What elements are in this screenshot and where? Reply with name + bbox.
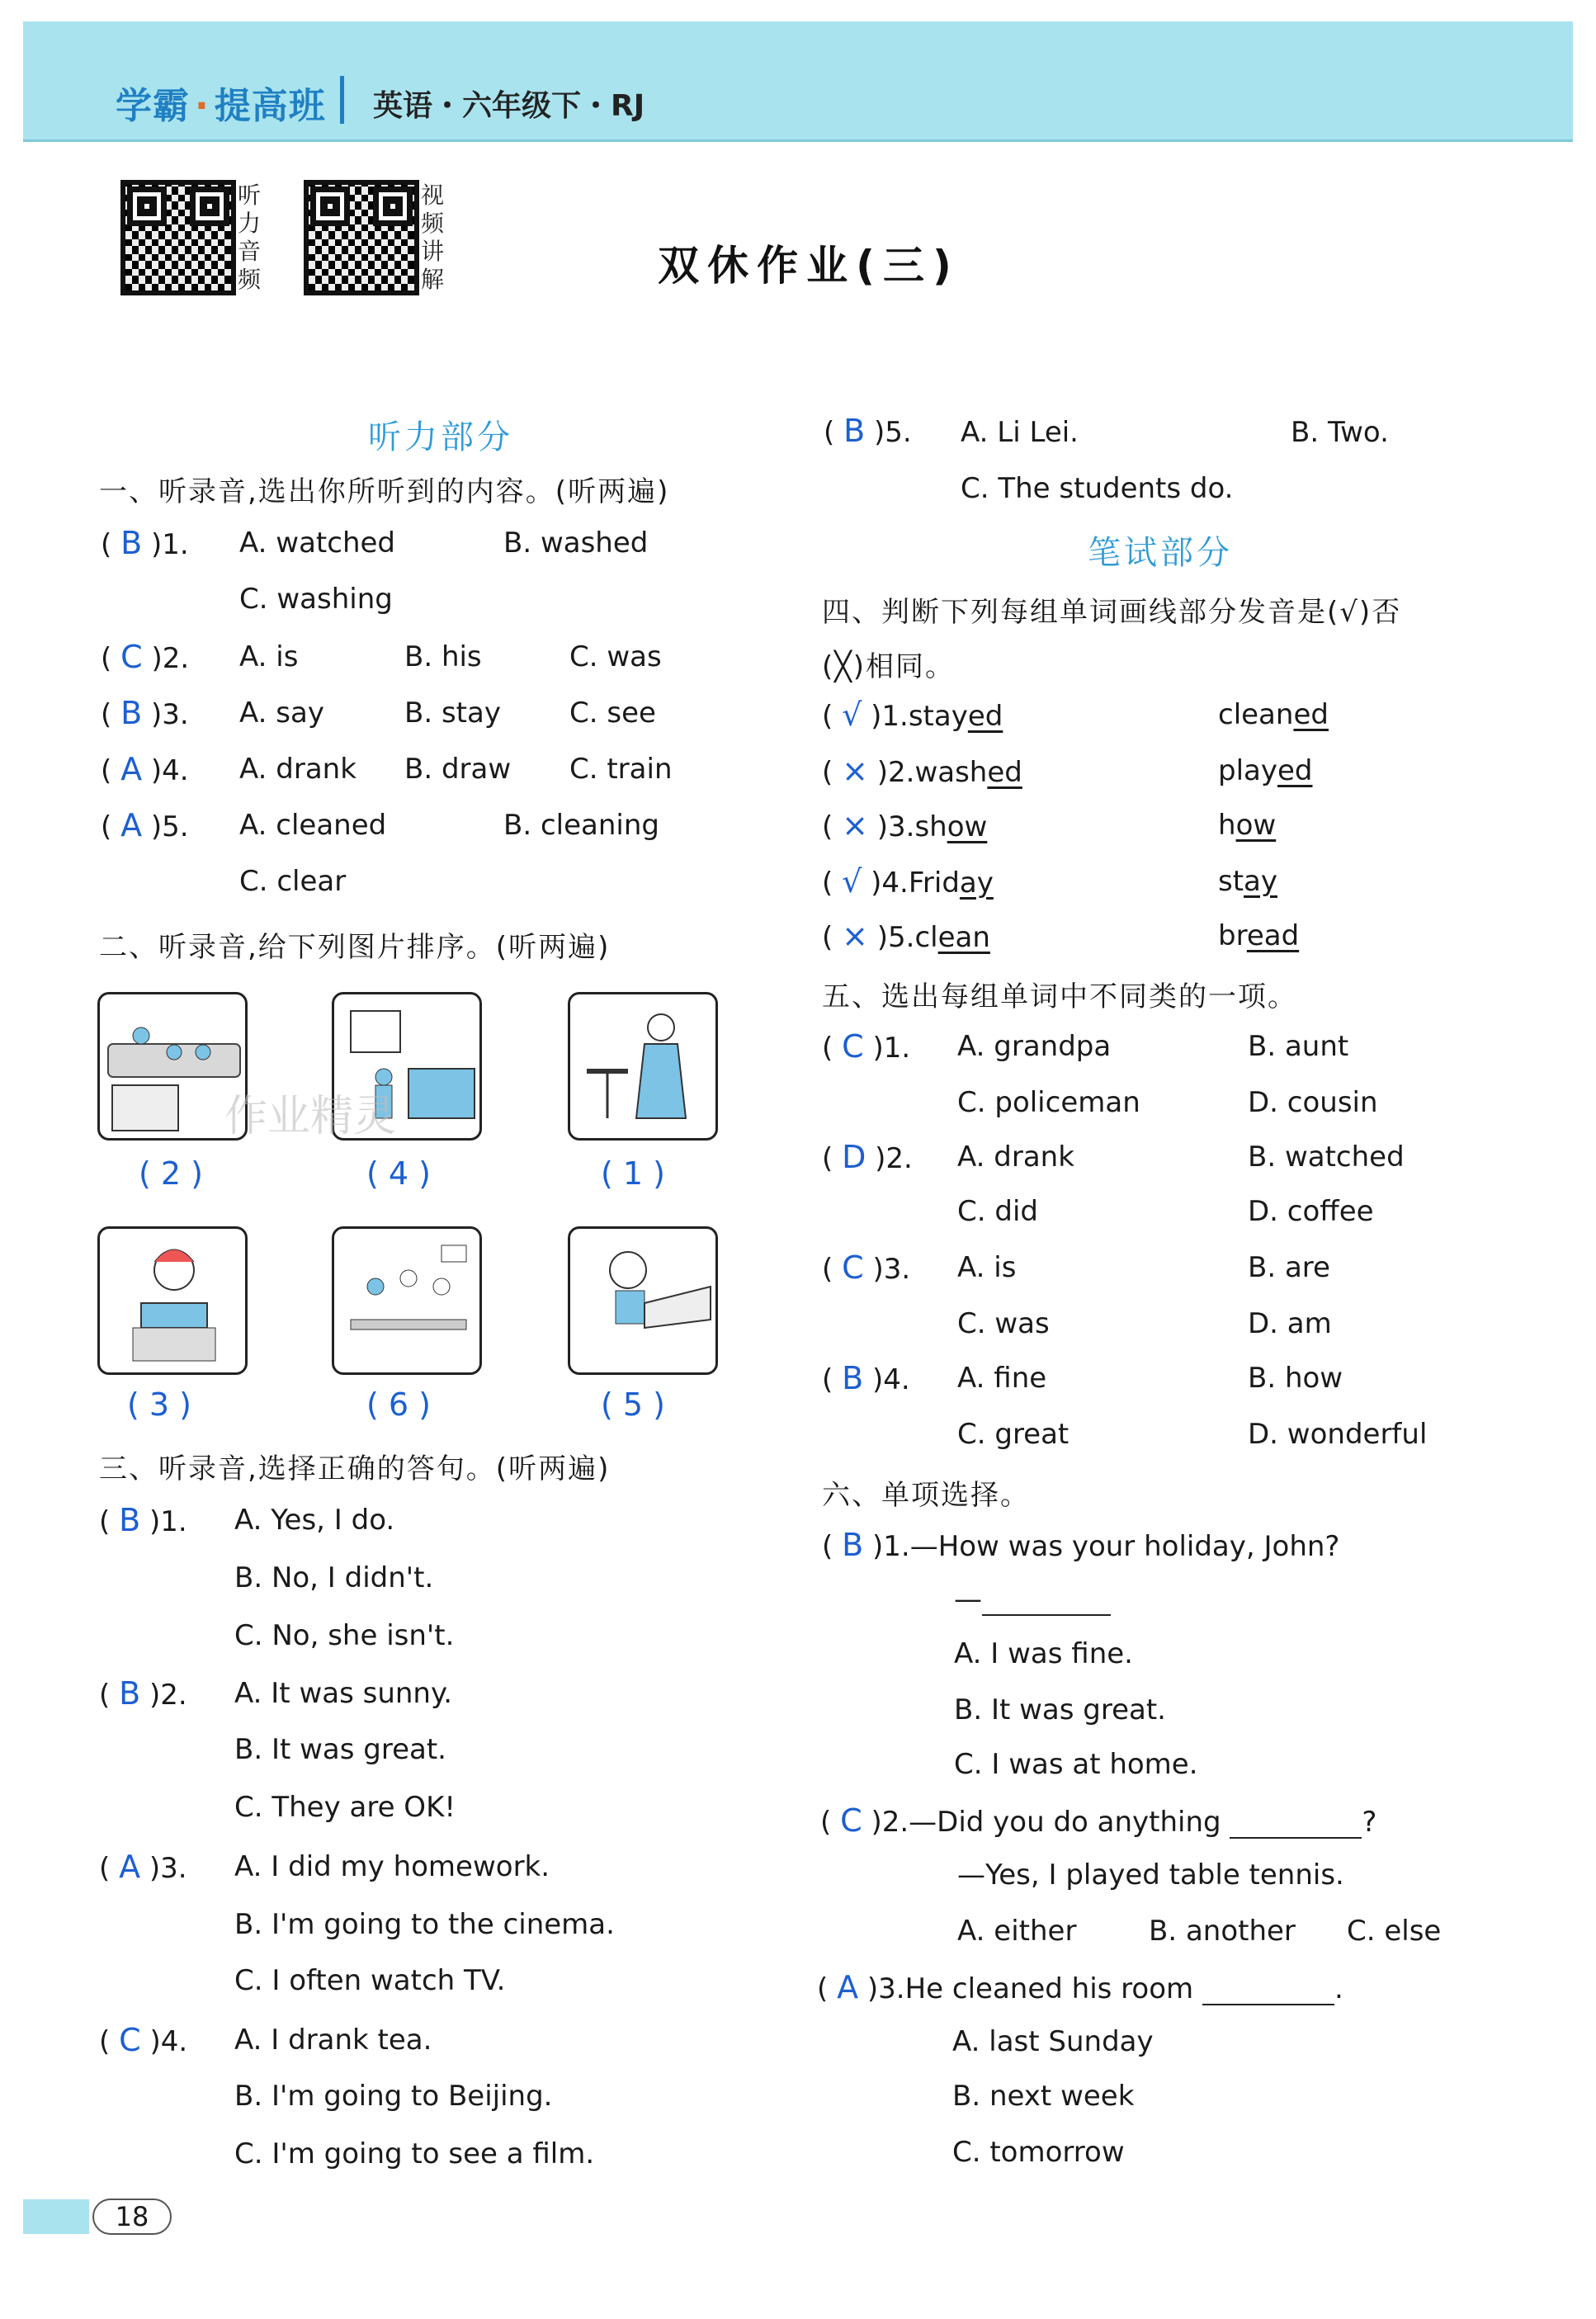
part1-item: ( A )4. [101, 751, 189, 787]
option-c: C. I'm going to see a film. [234, 2137, 595, 2170]
part6-item: ( C )2.—Did you do anything ? [820, 1802, 1377, 1839]
option-c: C. did [957, 1195, 1038, 1228]
option-c: C. I was at home. [954, 1748, 1198, 1781]
picture-woman-cooking [97, 1226, 248, 1375]
option-d: D. am [1248, 1307, 1332, 1340]
part6-instruction: 六、单项选择。 [822, 1479, 1030, 1512]
answer-line: — [954, 1583, 1111, 1616]
option-a: A. grandpa [957, 1030, 1112, 1063]
option-b: B. another [1149, 1915, 1296, 1948]
option-d: D. cousin [1248, 1086, 1378, 1119]
part6-item: ( B )1.—How was your holiday, John? [822, 1527, 1340, 1563]
option-b: B. I'm going to the cinema. [234, 1908, 615, 1941]
option-b: B. No, I didn't. [234, 1561, 434, 1594]
option-a: A. I was fine. [954, 1637, 1133, 1670]
option-c: C. policeman [957, 1086, 1140, 1119]
brand-name: 学霸 [116, 85, 190, 127]
picture-kitchen-family [332, 1226, 482, 1375]
qr-code-video[interactable] [304, 180, 419, 295]
option-a: A. either [957, 1915, 1077, 1948]
option-a: A. I drank tea. [234, 2024, 432, 2057]
option-c: C. They are OK! [234, 1791, 456, 1824]
answer: C [842, 1028, 864, 1065]
option-c: C. clear [239, 865, 347, 898]
part3-item: ( C )4. [99, 2022, 188, 2058]
part1-item: ( B )3. [101, 695, 189, 731]
page-tab [23, 2199, 89, 2234]
option-b: B. watched [1248, 1141, 1405, 1174]
part5-instruction: 五、选出每组单词中不同类的一项。 [822, 980, 1297, 1013]
option-d: D. wonderful [1248, 1418, 1428, 1451]
answer: × [842, 807, 868, 843]
option-a: A. say [239, 697, 324, 730]
part4-item: ( × )2.washed [822, 753, 1022, 789]
part4-instruction-line2: (╳)相同。 [822, 650, 955, 683]
compare-word: played [1218, 754, 1313, 787]
option-c: C. washing [239, 583, 393, 616]
answer: B [120, 525, 143, 561]
option-b: B. draw [404, 753, 512, 786]
option-a: A. drank [239, 753, 357, 786]
option-b: B. aunt [1248, 1030, 1349, 1063]
option-c: C. No, she isn't. [234, 1619, 455, 1652]
answer: B [119, 1502, 141, 1538]
compare-word: cleaned [1218, 698, 1329, 731]
option-b: B. Two. [1291, 416, 1389, 449]
part6-item: ( A )3.He cleaned his room . [817, 1969, 1343, 2005]
option-a: A. fine [957, 1362, 1047, 1395]
option-b: B. washed [503, 527, 649, 560]
page-title: 双休作业(三) [658, 242, 960, 290]
answer: C [840, 1802, 862, 1839]
answer: D [842, 1139, 866, 1175]
option-a: A. last Sunday [952, 2025, 1154, 2058]
option-a: A. watched [239, 527, 395, 560]
watermark: 作业精灵 [224, 1092, 397, 1141]
picture-girl-desk [568, 1226, 718, 1375]
option-d: D. coffee [1248, 1195, 1374, 1228]
picture-order-3: ( 1 ) [601, 1155, 665, 1192]
writing-heading: 笔试部分 [1088, 534, 1233, 572]
part5-item: ( C )3. [822, 1249, 911, 1286]
part5-item: ( D )2. [822, 1139, 913, 1175]
option-c: C. was [957, 1307, 1050, 1340]
part4-item: ( × )3.show [822, 807, 988, 843]
option-b: B. are [1248, 1251, 1330, 1284]
answer: √ [842, 863, 862, 900]
option-c: C. The students do. [961, 472, 1234, 505]
compare-word: stay [1218, 865, 1278, 898]
part1-item: ( A )5. [101, 807, 189, 843]
picture-order-4: ( 3 ) [127, 1386, 191, 1423]
option-b: B. how [1248, 1362, 1343, 1395]
option-b: B. stay [404, 697, 501, 730]
part2-instruction: 二、听录音,给下列图片排序。(听两遍) [99, 931, 611, 964]
part3-item: ( B )5. [824, 413, 912, 449]
option-c: C. train [569, 753, 673, 786]
answer: C [842, 1249, 864, 1286]
part4-instruction-line1: 四、判断下列每组单词画线部分发音是(√)否 [822, 596, 1402, 629]
reply-line: —Yes, I played table tennis. [957, 1859, 1344, 1892]
part1-item: ( B )1. [101, 525, 189, 561]
answer: B [842, 1360, 864, 1396]
qr-label-audio: 听力音频 [238, 182, 262, 293]
qr-label-video: 视频讲解 [421, 182, 445, 293]
option-b: B. cleaning [503, 809, 659, 842]
page-number: 18 [92, 2199, 172, 2235]
option-c: C. tomorrow [952, 2136, 1125, 2169]
part1-item: ( C )2. [101, 639, 190, 675]
answer: B [843, 413, 866, 449]
answer: C [120, 639, 143, 675]
option-b: B. It was great. [954, 1693, 1166, 1726]
picture-order-6: ( 5 ) [601, 1386, 665, 1423]
answer: B [842, 1527, 864, 1563]
option-b: B. his [404, 640, 482, 673]
listening-heading: 听力部分 [368, 418, 513, 456]
option-a: A. drank [957, 1141, 1074, 1174]
part4-item: ( × )5.clean [822, 918, 990, 954]
part3-instruction: 三、听录音,选择正确的答句。(听两遍) [99, 1452, 611, 1485]
brand-logo: 学霸 · 提高班 [116, 85, 326, 127]
part3-item: ( B )1. [99, 1502, 187, 1538]
option-a: A. Li Lei. [961, 416, 1079, 449]
option-a: A. cleaned [239, 809, 387, 842]
option-b: B. It was great. [234, 1733, 446, 1766]
qr-code-audio[interactable] [120, 180, 236, 295]
option-a: A. It was sunny. [234, 1677, 453, 1710]
answer: A [120, 807, 143, 843]
part3-item: ( A )3. [99, 1849, 187, 1885]
part5-item: ( B )4. [822, 1360, 910, 1396]
answer: A [837, 1969, 859, 2005]
answer: C [119, 2022, 141, 2058]
picture-order-1: ( 2 ) [139, 1155, 203, 1192]
option-a: A. Yes, I do. [234, 1504, 395, 1537]
answer: √ [842, 697, 862, 733]
picture-order-5: ( 6 ) [366, 1386, 431, 1423]
compare-word: bread [1218, 919, 1300, 952]
answer: × [842, 753, 868, 789]
answer: A [120, 751, 143, 787]
picture-girl-tea [568, 992, 718, 1141]
option-c: C. else [1347, 1915, 1442, 1948]
option-a: A. is [957, 1251, 1017, 1284]
option-c: C. great [957, 1418, 1070, 1451]
answer: B [120, 695, 143, 731]
answer: B [119, 1675, 141, 1712]
brand-class: 提高班 [214, 85, 326, 127]
option-c: C. was [569, 640, 662, 673]
option-c: C. see [569, 697, 656, 730]
option-b: B. I'm going to Beijing. [234, 2080, 553, 2113]
part1-instruction: 一、听录音,选出你所听到的内容。(听两遍) [99, 475, 670, 508]
compare-word: how [1218, 809, 1277, 842]
header-divider [340, 76, 344, 124]
picture-order-2: ( 4 ) [366, 1155, 431, 1192]
option-c: C. I often watch TV. [234, 1964, 506, 1997]
option-a: A. is [239, 640, 299, 673]
part4-item: ( √ )4.Friday [822, 863, 994, 900]
subject-label: 英语・六年级下・RJ [373, 89, 645, 123]
part3-item: ( B )2. [99, 1675, 187, 1712]
option-a: A. I did my homework. [234, 1850, 550, 1883]
part4-item: ( √ )1.stayed [822, 697, 1003, 733]
answer: × [842, 918, 868, 954]
answer: A [119, 1849, 141, 1885]
option-b: B. next week [952, 2080, 1135, 2113]
part5-item: ( C )1. [822, 1028, 911, 1065]
